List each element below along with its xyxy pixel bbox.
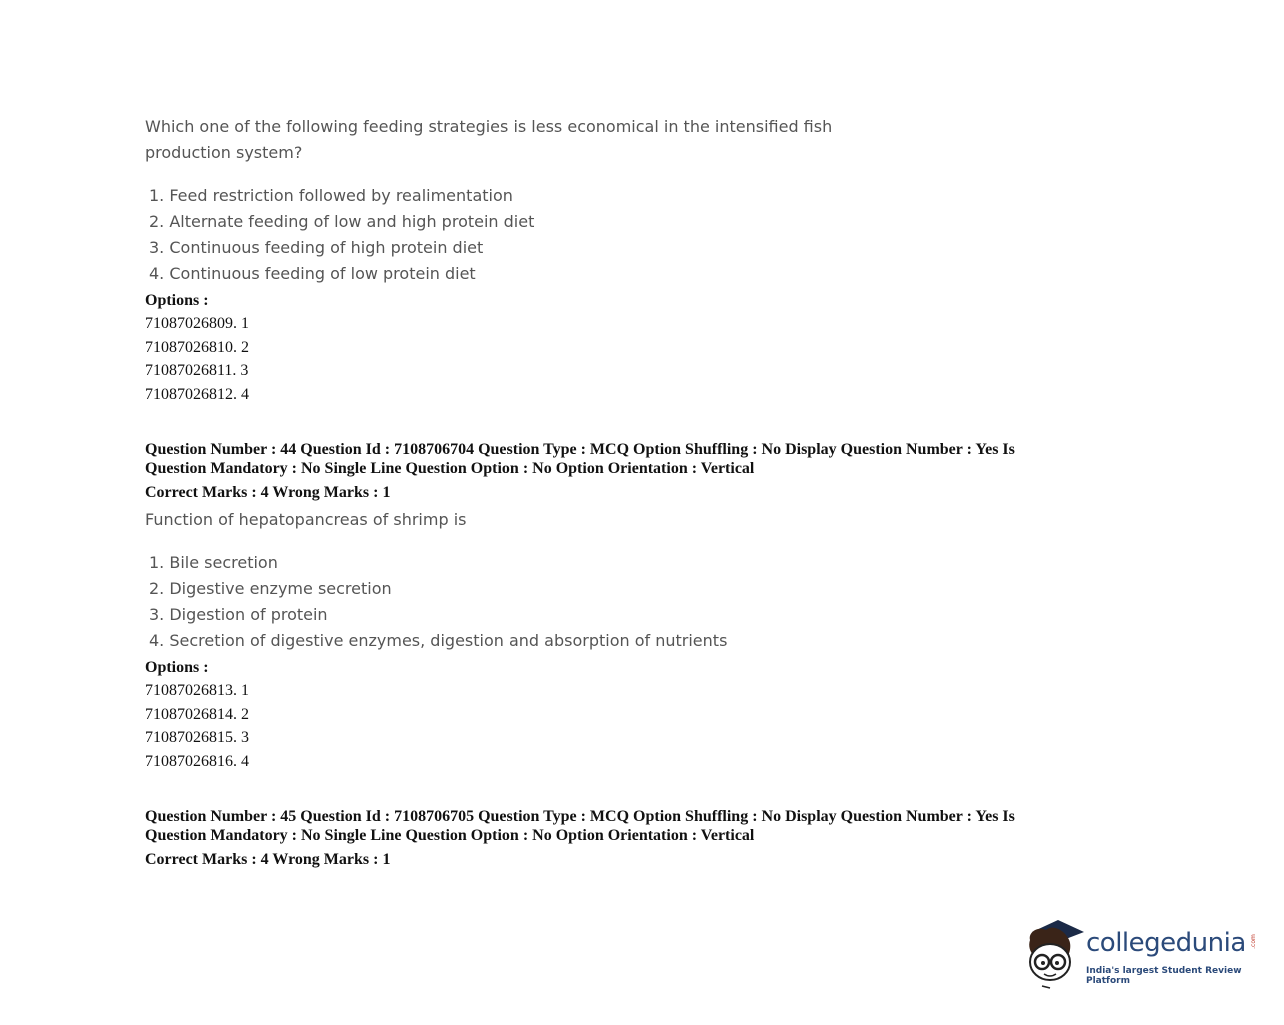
answer-item: 1. Feed restriction followed by realimentation: [149, 186, 513, 205]
collegedunia-logo: [1024, 916, 1264, 992]
question-marks: Correct Marks : 4 Wrong Marks : 1: [145, 851, 391, 868]
question-marks: Correct Marks : 4 Wrong Marks : 1: [145, 484, 391, 501]
option-id: 71087026815. 3: [145, 729, 249, 746]
answer-item: 3. Continuous feeding of high protein diet: [149, 238, 484, 257]
answer-item: 1. Bile secretion: [149, 553, 278, 572]
option-id: 71087026813. 1: [145, 682, 249, 699]
option-id: 71087026811. 3: [145, 362, 249, 379]
question-text-line: production system?: [145, 143, 303, 162]
answer-item: 2. Alternate feeding of low and high protein diet: [149, 212, 535, 231]
option-id: 71087026810. 2: [145, 339, 249, 356]
option-id: 71087026814. 2: [145, 706, 249, 723]
answer-item: 2. Digestive enzyme secretion: [149, 579, 392, 598]
question-meta-line: Question Mandatory : No Single Line Question Option : No Option Orientation : Vertical: [145, 460, 755, 477]
answer-item: 4. Secretion of digestive enzymes, digestion and absorption of nutrients: [149, 631, 728, 650]
question-meta-line: Question Number : 44 Question Id : 7108706704 Question Type : MCQ Option Shuffling : No Display Question Number : Yes Is: [145, 441, 1015, 458]
logo-tagline: India's largest Student Review Platform: [1086, 966, 1242, 986]
answer-item: 3. Digestion of protein: [149, 605, 328, 624]
option-id: 71087026809. 1: [145, 315, 249, 332]
question-text-line: Which one of the following feeding strategies is less economical in the intensified fish: [145, 117, 833, 136]
question-meta-line: Question Mandatory : No Single Line Question Option : No Option Orientation : Vertical: [145, 827, 755, 844]
option-id: 71087026812. 4: [145, 386, 249, 403]
options-label: Options :: [145, 292, 209, 309]
mascot-icon: [1024, 918, 1086, 990]
option-id: 71087026816. 4: [145, 753, 249, 770]
answer-item: 4. Continuous feeding of low protein diet: [149, 264, 476, 283]
question-text: Function of hepatopancreas of shrimp is: [145, 510, 467, 529]
question-meta-line: Question Number : 45 Question Id : 7108706705 Question Type : MCQ Option Shuffling : No Display Question Number : Yes Is: [145, 808, 1015, 825]
logo-wordmark: collegedunia: [1086, 928, 1246, 958]
logo-suffix: .com: [1249, 934, 1257, 949]
options-label: Options :: [145, 659, 209, 676]
